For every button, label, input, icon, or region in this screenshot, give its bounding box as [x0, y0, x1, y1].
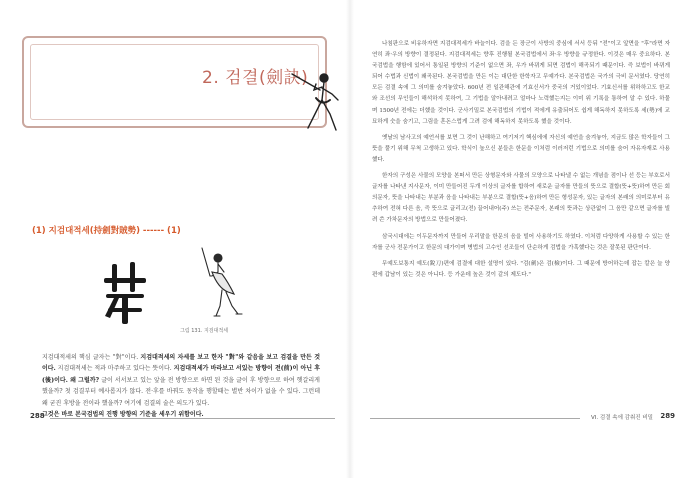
right-footer: [370, 412, 675, 426]
paragraph: 한자의 구성은 사물의 모양을 본떠서 만든 상형문자와 사물의 모양으로 나타낼 수 없는 개념을 점이나 선 등는 부호로서 글자를 나타낸 지사문자, 이미 만들어진 두개 이상의 글자를 합하여 새로운 글자를 만들의 뜻으로 결합(뜻+뜻)하여 만든 회의문자, 뜻을 나타내는 부분과 음을 나타내는 부분으로 결합(뜻+음)하여 만든 형성문자, 있는 글자의 본래의 의미로부터 유추하여 전혀 다른 음, 즉 뜻으로 글리고(전) 끌어내어(주) 쓰는 전주문자, 본래의 뜻과는 상관없이 그 음만 같으면 글자를 빌려 쓴 가차문자의 방법으로 만들어졌다.: [372, 173, 670, 224]
left-body-text: 지검대적세의 핵심 글자는 "對"이다. 지검대적세의 자세를 보고 한자 "對"와 같음을 보고 검결을 만든 것이다. 지검대적세는 적과 마주하고 있다는 뜻이다. 지검대적세가 바라보고 서있는 방향이 전(前)이 아닌 후(後)이다. 왜 그럴까? 글이 서서보고 있는 앞을 전 방향으로 하면 된 것을 글이 후 방향으로 하여 헷갈리게 했을까? 첫 검결부터 예사롭지가 않다. 전·후를 바꿔도 동작을 행할때는 별반 차이가 없을 수 있다. 그런데 왜 굳진 후방을 전이라 했을까? 여기에 검결의 술은 의도가 있다. 그것은 바로 본국검법의 진행 방향의 기준을 세우기 위함이다.: [42, 354, 321, 419]
paragraph: 삼국시대에는 이두문자까지 만들어 우리말을 한문의 음을 빌어 사용하기도 하였다. 이처럼 다양하게 사용할 수 있는 한자를 군사 전문가이고 한문의 대가이며 병법의 고수인 선조들이 단순하게 검법을 가혹했다는 것은 잘못된 판단이다.: [372, 233, 670, 251]
paragraph: 나침판으로 비유하자면 지검대적세가 바늘이다. 검을 든 장군이 사방의 중심에 서서 등뒤 "전"이고 앞면을 "후"라면 자연히 좌·우의 방향이 결정된다. 지검대적세는 향후 진행될 본국검법에서 좌·우 방향을 규정한다. 이것은 매우 중요하다. 본국검법을 행함에 있어서 통일된 방향의 기준이 없으면 좌, 우가 바뀌게 되면 검법이 해곡되기 때문이다. 즉 보법이 바뀌게 되어 수법과 신법이 왜곡된다. 본국검법을 만든 이는 대단한 한학자고 무예가다. 본국검법은 국가의 극비 문서였다. 당연히 모든 검결 속에 그 의미를 숨겨놓았다. 600년 전 일관해관에 기효신서가 중국의 거있이었다. 기효신서를 위하하고도 한교와 조선의 무인들이 해석하지 못하여, 그 기법을 알아내려고 얼마나 노력했는지는 이미 위 기록을 통하여 알 수 있다. 하물며 1500년 전에는 더했을 것이다. 군사기밀로 본국검법의 기법이 적에게 유출되어도 쉽게 해독하지 못하도록 세(勢)에 교묘하게 숫을 숨기고, 그림을 혼돈스럽게 그려 검에 해독하지 못하도록 했을 것이다.: [372, 41, 670, 125]
figure-caption: 그림 131. 지검대적세: [180, 328, 229, 334]
page-number-left: 288: [30, 412, 45, 420]
page-number-right: 289: [660, 412, 675, 420]
chapter-title: 2. 검결(劍訣): [202, 68, 309, 88]
chapter-title-box: [22, 36, 327, 128]
footer-rule: [50, 418, 335, 419]
section-heading: (1) 지검대적세(持劍對賊勢) ------ (1): [32, 226, 181, 236]
calligraphy-glyph-icon: [100, 258, 150, 328]
paragraph: 옛날의 남사고의 예언서를 보면 그 것이 난해하고 여기저기 핵심에에 자신의 예언을 숨겨놓아, 지금도 많은 학자들이 그 뜻을 풀기 위해 무척 고생하고 있다. 학식이 높으신 분들은 한문을 이처럼 이러저런 기법으로 의미를 숨어 자유자재로 사용했다.: [372, 134, 670, 163]
right-body-text: [372, 39, 670, 286]
warrior-figure-icon: [286, 60, 346, 138]
footer-rule: [370, 418, 580, 419]
right-page: [350, 0, 700, 478]
left-footer: [30, 412, 330, 426]
swordsman-figure-icon: [188, 246, 248, 320]
paragraph: 무예도보통지 예도(銳刀)편에 검결에 대한 설명이 있다. "검(劍)은 검(檢)이다. 그 때문에 방어하는데 잡는 칼은 늘 양편에 갑남이 있는 것은 아니다. 등 가운데 높은 것이 같의 제도다.": [372, 260, 670, 278]
running-head: VI. 검결 속에 감춰진 비밀: [591, 415, 653, 421]
